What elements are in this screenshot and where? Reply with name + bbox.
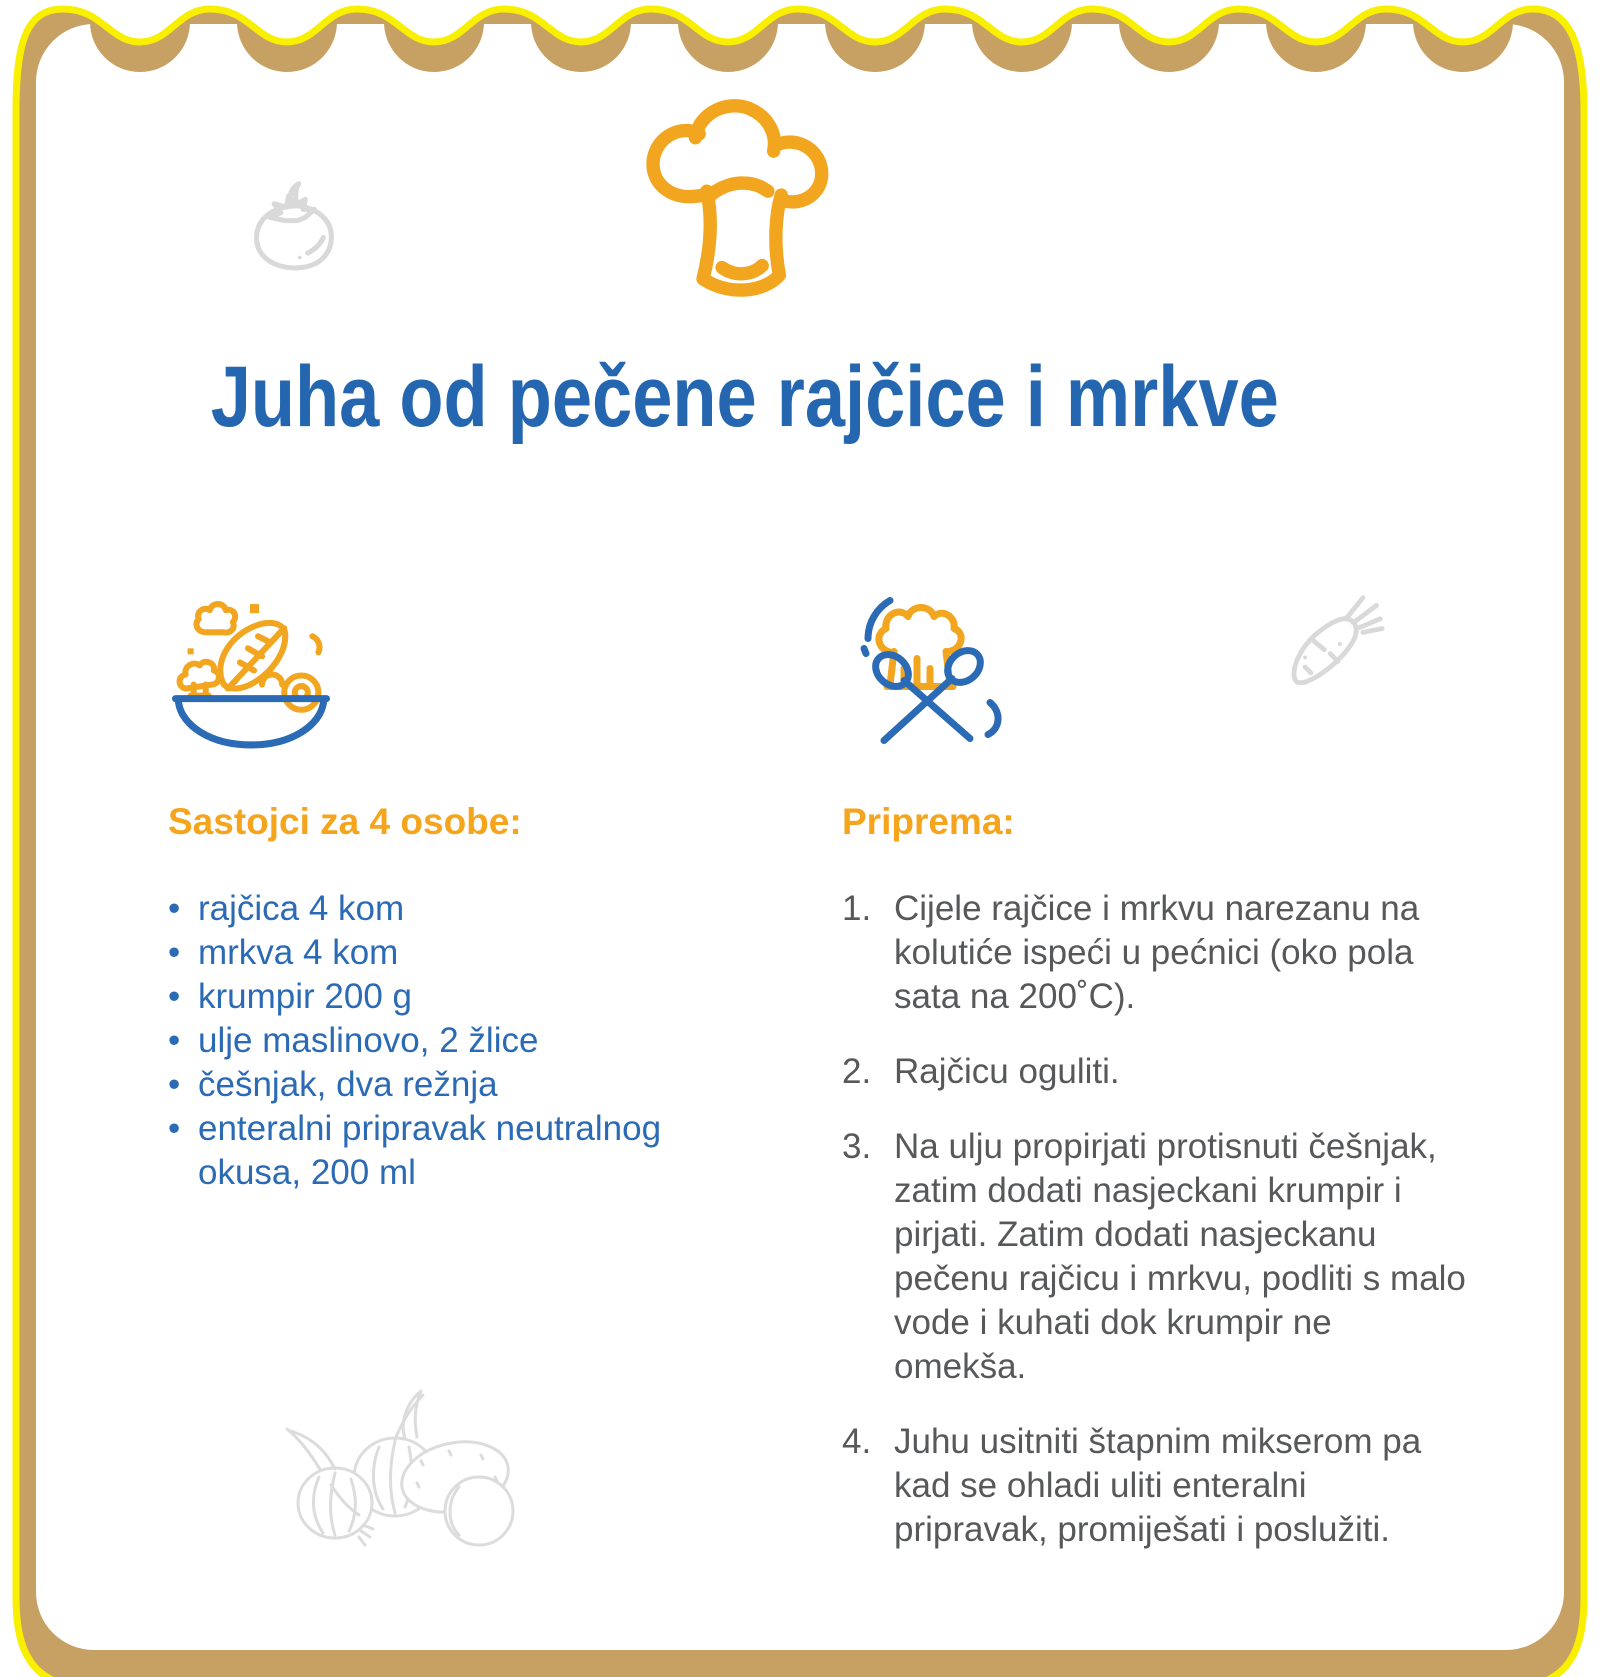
preparation-heading: Priprema: (842, 801, 1015, 842)
list-item: • enteralni pripravak neutralnog okusa, 200 ml (168, 1107, 768, 1195)
page-title (40, 348, 1450, 447)
ingredients-section (168, 802, 768, 1195)
list-item: • mrkva 4 kom (168, 931, 768, 975)
step-item: Cijele rajčice i mrkvu narezanu na kolutiće ispeći u pećnici (oko pola sata na 200˚C). (894, 889, 1420, 1016)
list-item: • ulje maslinovo, 2 žlice (168, 1019, 768, 1063)
carrot-icon (1283, 590, 1386, 696)
step-item: Na ulju propirjati protisnuti češnjak, zatim dodati nasjeckani krumpir i pirjati. Zatim dodati nasjeckanu pečenu rajčicu i mrkvu, podliti s malo vode i kuhati dok krumpir ne omekša. (894, 1127, 1466, 1386)
step-item: Rajčicu oguliti. (894, 1052, 1120, 1091)
step-item: Juhu usitniti štapnim mikserom pa kad se ohladi uliti enteralni pripravak, promiješati i poslužiti. (894, 1422, 1422, 1549)
chef-hat-spoons-icon (840, 585, 1015, 763)
ingredients-list (168, 887, 768, 1195)
list-item: • krumpir 200 g (168, 975, 768, 1019)
list-item: • češnjak, dva režnja (168, 1063, 768, 1107)
preparation-steps (842, 887, 1466, 1552)
tomato-icon (236, 168, 348, 280)
salad-bowl-icon (165, 592, 337, 758)
list-item: • rajčica 4 kom (168, 887, 768, 931)
chef-hat-icon (628, 92, 862, 340)
onions-potatoes-icon (243, 1355, 523, 1565)
preparation-section (842, 802, 1466, 1583)
page-title-text: Juha od pečene rajčice i mrkve (210, 349, 1280, 445)
ingredients-heading: Sastojci za 4 osobe: (168, 801, 522, 842)
